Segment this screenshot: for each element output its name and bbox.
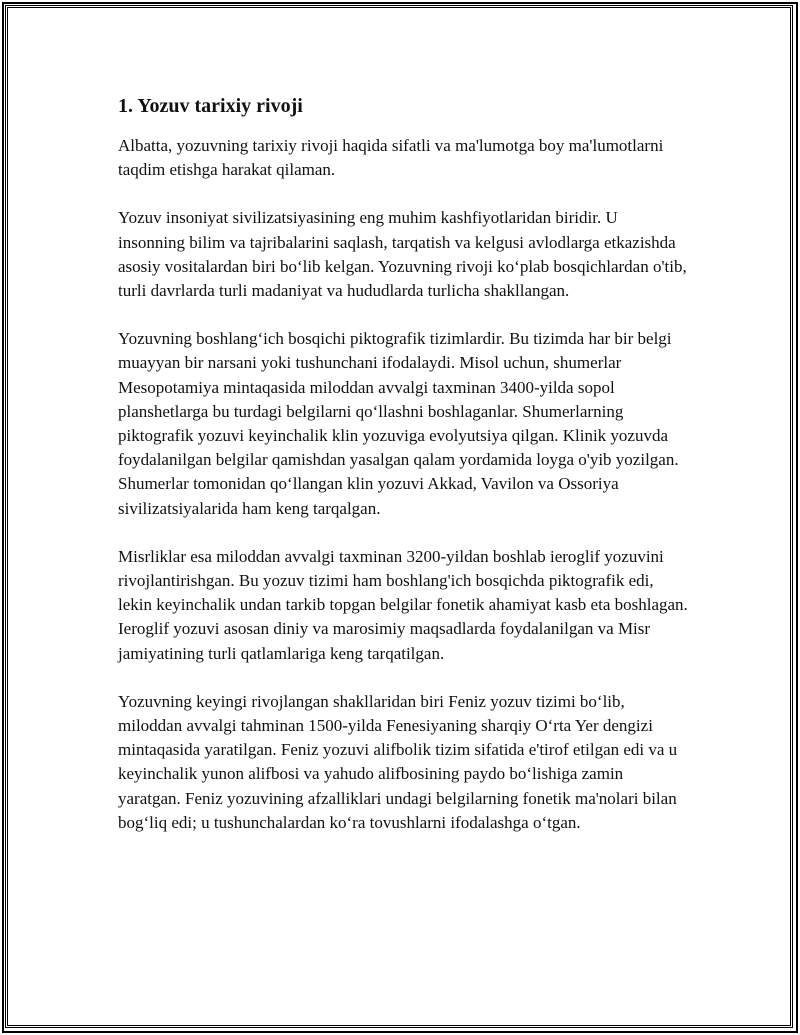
section-heading: 1. Yozuv tarixiy rivoji bbox=[118, 95, 303, 117]
paragraph-pictographic-systems: Yozuvning boshlang‘ich bosqichi piktografik tizimlardir. Bu tizimda har bir belgi muayyan bir narsani yoki tushunchani ifodalaydi. Misol uchun, shumerlar Mesopotamiya mintaqasida miloddan avvalgi taxminan 3400-yilda sopol planshetlarga bu turdagi belgilarni qo‘llashni boshlaganlar. Shumerlarning piktografik yozuvi keyinchalik klin yozuviga evolyutsiya qilgan. Klinik yozuvda foydalanilgan belgilar qamishdan yasalgan qalam yordamida loyga o'yib yozilgan. Shumerlar tomonidan qo‘llangan klin yozuvi Akkad, Vavilon va Ossoriya sivilizatsiyalarida ham keng tarqalgan. bbox=[118, 329, 679, 518]
paragraph-phoenician-script: Yozuvning keyingi rivojlangan shakllaridan biri Feniz yozuv tizimi bo‘lib, miloddan avvalgi tahminan 1500-yilda Fenesiyaning sharqiy O‘rta Yer dengizi mintaqasida yaratilgan. Feniz yozuvi alifbolik tizim sifatida e'tirof etilgan edi va u keyinchalik yunon alifbosi va yahudo alifbosining paydo bo‘lishiga zamin yaratgan. Feniz yozuvining afzalliklari undagi belgilarning fonetik ma'nolari bilan bog‘liq edi; u tushunchalardan ko‘ra tovushlarni ifodalashga o‘tgan. bbox=[118, 691, 678, 832]
paragraph-intro: Albatta, yozuvning tarixiy rivoji haqida sifatli va ma'lumotga boy ma'lumotlarni taqdim etishga harakat qilaman. bbox=[118, 136, 664, 180]
paragraph-egyptian-hieroglyphs: Misrliklar esa miloddan avvalgi taxminan 3200-yildan boshlab ieroglif yozuvini rivojlantirishgan. Bu yozuv tizimi ham boshlang'ich bosqichda piktografik edi, lekin keyinchalik undan tarkib topgan belgilar fonetik ahamiyat kasb eta boshlagan. Ieroglif yozuvi asosan diniy va marosimiy maqsadlarda foydalanilgan va Misr jamiyatining turli qatlamlariga keng tarqatilgan. bbox=[118, 546, 688, 663]
document-body bbox=[118, 92, 688, 859]
paragraph-writing-importance: Yozuv insoniyat sivilizatsiyasining eng muhim kashfiyotlaridan biridir. U insonning bilim va tajribalarini saqlash, tarqatish va kelgusi avlodlarga etkazishda asosiy vositalardan biri bo‘lib kelgan. Yozuvning rivoji ko‘plab bosqichlardan o'tib, turli davrlarda turli madaniyat va hududlarda turlicha shakllangan. bbox=[118, 208, 687, 301]
